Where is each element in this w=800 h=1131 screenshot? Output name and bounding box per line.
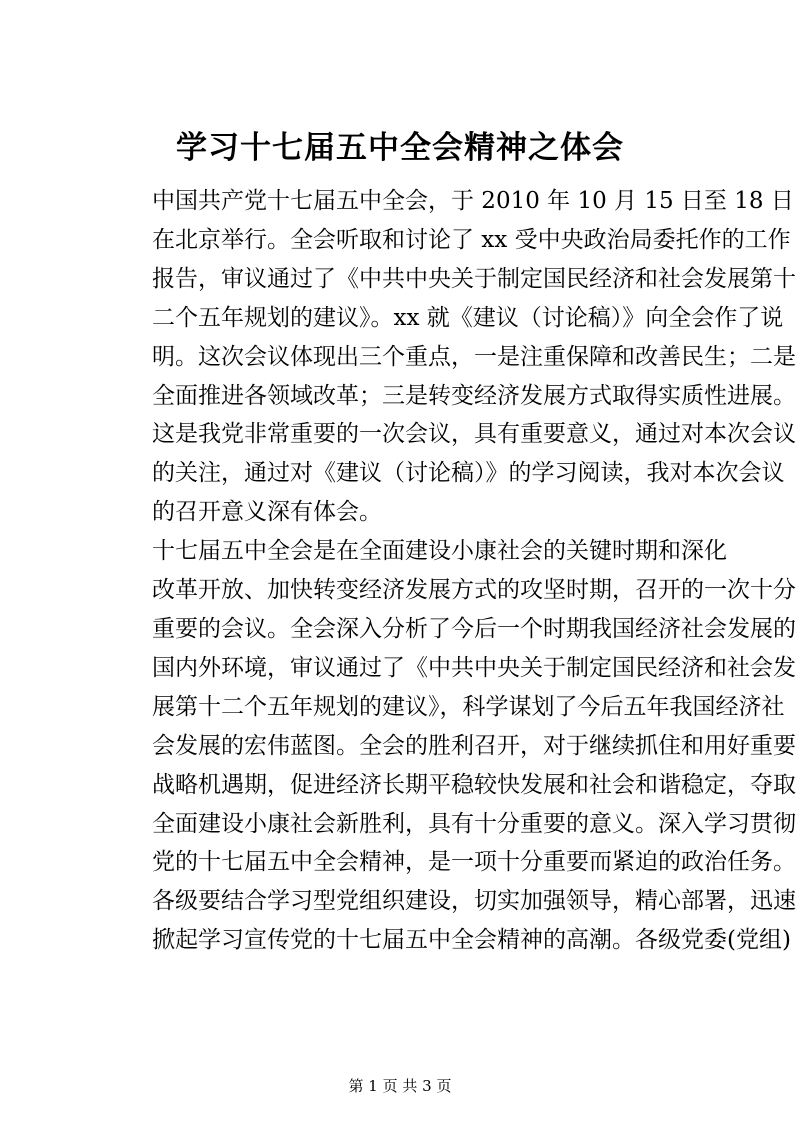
paragraph-line: 各级要结合学习型党组织建设，切实加强领导，精心部署，迅速 [152, 888, 796, 915]
paragraph-line: 的召开意义深有体会。 [152, 499, 382, 526]
paragraph-line: 国内外环境，审议通过了《中共中央关于制定国民经济和社会发 [152, 654, 796, 681]
paragraph-1 [106, 182, 796, 532]
paragraph-line: 的关注，通过对《建议（讨论稿）》的学习阅读，我对本次会议 [152, 460, 785, 487]
paragraph-line: 会发展的宏伟蓝图。全会的胜利召开，对于继续抓住和用好重要 [152, 732, 796, 759]
paragraph-line: 党的十七届五中全会精神，是一项十分重要而紧迫的政治任务。 [152, 849, 796, 876]
paragraph-line: 改革开放、加快转变经济发展方式的攻坚时期，召开的一次十分 [152, 577, 796, 604]
page-number-label: 第 1 页 共 3 页 [348, 1077, 452, 1095]
paragraph-line: 全面建设小康社会新胜利，具有十分重要的意义。深入学习贯彻 [152, 810, 796, 837]
paragraph-line: 明。这次会议体现出三个重点，一是注重保障和改善民生；二是 [152, 343, 796, 370]
paragraph-line: 中国共产党十七届五中全会，于 2010 年 10 月 15 日至 18 日 [152, 188, 794, 214]
document-body [106, 182, 796, 960]
page-footer [0, 1076, 800, 1096]
paragraph-line: 全面推进各领域改革；三是转变经济发展方式取得实质性进展。 [152, 382, 796, 409]
paragraph-2 [106, 532, 796, 960]
paragraph-line: 报告，审议通过了《中共中央关于制定国民经济和社会发展第十 [152, 265, 796, 292]
paragraph-line: 这是我党非常重要的一次会议，具有重要意义，通过对本次会议 [152, 421, 796, 448]
paragraph-line: 掀起学习宣传党的十七届五中全会精神的高潮。各级党委(党组) [152, 927, 791, 954]
paragraph-line: 重要的会议。全会深入分析了今后一个时期我国经济社会发展的 [152, 615, 796, 642]
paragraph-line: 战略机遇期，促进经济长期平稳较快发展和社会和谐稳定，夺取 [152, 771, 796, 798]
document-title: 学习十七届五中全会精神之体会 [176, 130, 624, 166]
paragraph-line: 二个五年规划的建议》。xx 就《建议（讨论稿）》向全会作了说 [152, 304, 784, 331]
paragraph-line: 十七届五中全会是在全面建设小康社会的关键时期和深化 [152, 538, 727, 565]
paragraph-line: 在北京举行。全会听取和讨论了 xx 受中央政治局委托作的工作 [152, 226, 791, 253]
paragraph-line: 展第十二个五年规划的建议》，科学谋划了今后五年我国经济社 [152, 693, 785, 720]
